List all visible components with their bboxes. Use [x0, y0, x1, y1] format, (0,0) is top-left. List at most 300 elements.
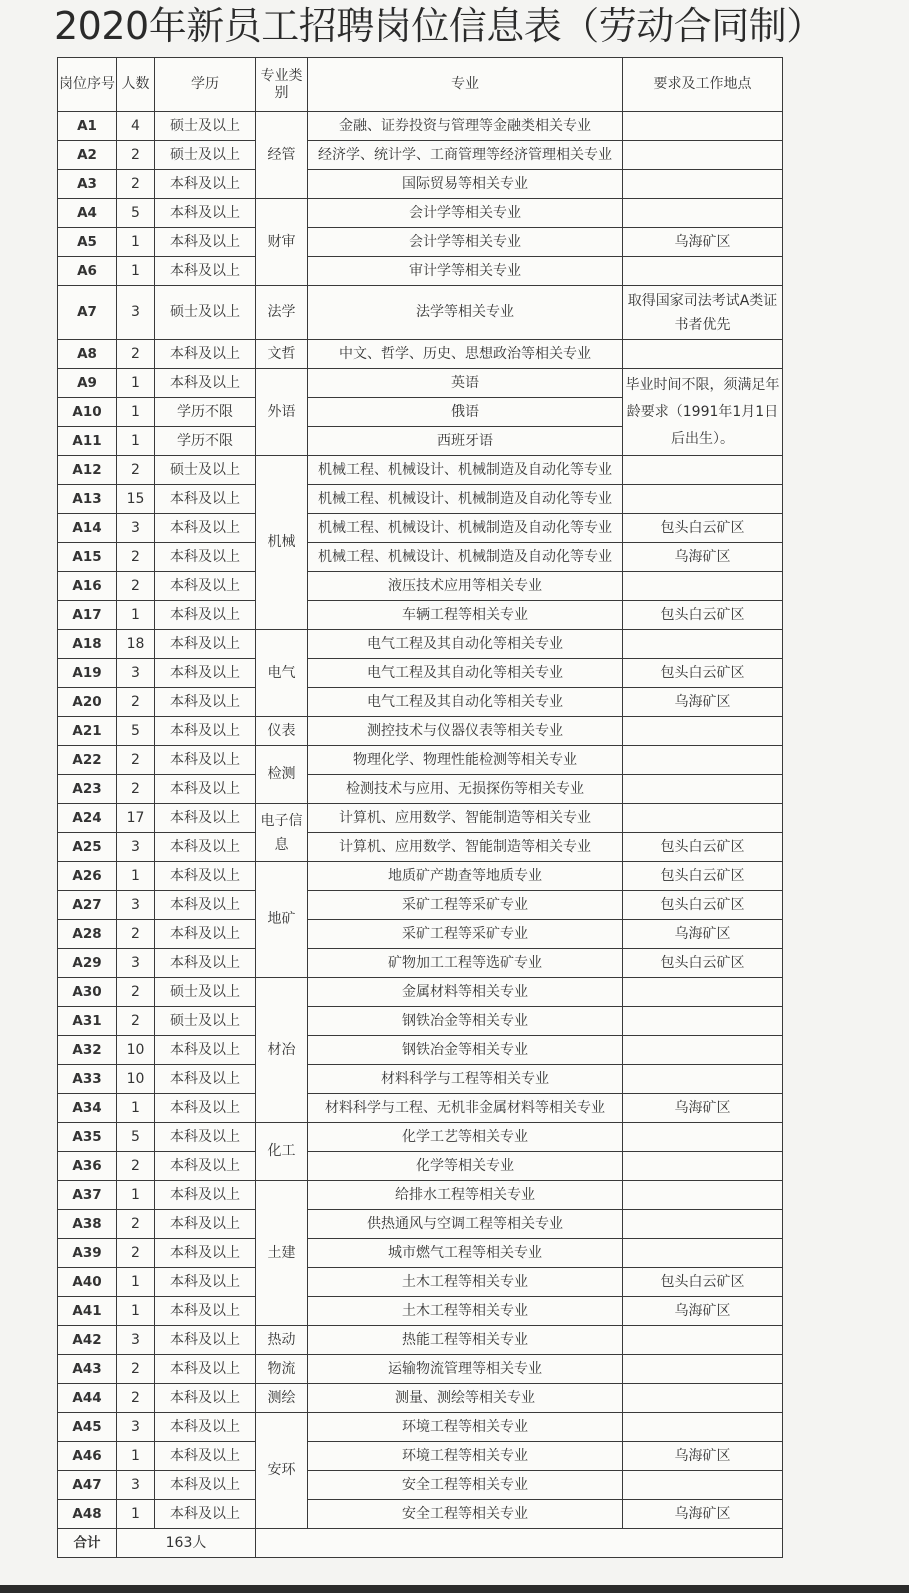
total-value: 163人 — [117, 1529, 256, 1558]
table-row — [58, 485, 783, 514]
post-id-cell: A16 — [58, 572, 117, 601]
table-row — [58, 862, 783, 891]
count-cell: 10 — [117, 1065, 155, 1094]
table-row — [58, 1384, 783, 1413]
education-cell: 本科及以上 — [155, 485, 256, 514]
count-cell: 1 — [117, 398, 155, 427]
table-row — [58, 833, 783, 862]
education-cell: 本科及以上 — [155, 1384, 256, 1413]
table-row — [58, 1355, 783, 1384]
major-cell: 机械工程、机械设计、机械制造及自动化等专业 — [308, 485, 623, 514]
count-cell: 2 — [117, 572, 155, 601]
requirement-cell — [623, 630, 783, 659]
major-cell: 地质矿产勘查等地质专业 — [308, 862, 623, 891]
table-row — [58, 1094, 783, 1123]
major-cell: 金属材料等相关专业 — [308, 978, 623, 1007]
post-id-cell: A23 — [58, 775, 117, 804]
post-id-cell: A6 — [58, 257, 117, 286]
recruitment-table — [57, 57, 783, 1558]
education-cell: 本科及以上 — [155, 1326, 256, 1355]
education-cell: 本科及以上 — [155, 1210, 256, 1239]
education-cell: 本科及以上 — [155, 717, 256, 746]
count-cell: 2 — [117, 1210, 155, 1239]
table-row — [58, 228, 783, 257]
category-cell: 测绘 — [256, 1384, 308, 1413]
major-cell: 测量、测绘等相关专业 — [308, 1384, 623, 1413]
count-cell: 2 — [117, 688, 155, 717]
major-cell: 化学工艺等相关专业 — [308, 1123, 623, 1152]
major-cell: 法学等相关专业 — [308, 286, 623, 340]
education-cell: 硕士及以上 — [155, 978, 256, 1007]
education-cell: 硕士及以上 — [155, 141, 256, 170]
post-id-cell: A45 — [58, 1413, 117, 1442]
table-row — [58, 601, 783, 630]
header-count: 人数 — [117, 58, 155, 112]
requirement-cell: 乌海矿区 — [623, 1297, 783, 1326]
major-cell: 英语 — [308, 369, 623, 398]
requirement-cell — [623, 1355, 783, 1384]
table-row — [58, 1065, 783, 1094]
education-cell: 硕士及以上 — [155, 1007, 256, 1036]
major-cell: 经济学、统计学、工商管理等经济管理相关专业 — [308, 141, 623, 170]
count-cell: 5 — [117, 717, 155, 746]
requirement-cell — [623, 141, 783, 170]
education-cell: 本科及以上 — [155, 688, 256, 717]
table-row — [58, 1036, 783, 1065]
count-cell: 17 — [117, 804, 155, 833]
post-id-cell: A11 — [58, 427, 117, 456]
table-row — [58, 1326, 783, 1355]
education-cell: 硕士及以上 — [155, 112, 256, 141]
count-cell: 1 — [117, 862, 155, 891]
post-id-cell: A22 — [58, 746, 117, 775]
post-id-cell: A39 — [58, 1239, 117, 1268]
post-id-cell: A17 — [58, 601, 117, 630]
education-cell: 本科及以上 — [155, 891, 256, 920]
count-cell: 1 — [117, 427, 155, 456]
education-cell: 本科及以上 — [155, 804, 256, 833]
post-id-cell: A5 — [58, 228, 117, 257]
post-id-cell: A4 — [58, 199, 117, 228]
major-cell: 材料科学与工程、无机非金属材料等相关专业 — [308, 1094, 623, 1123]
category-cell: 地矿 — [256, 862, 308, 978]
table-row — [58, 920, 783, 949]
table-row — [58, 659, 783, 688]
requirement-cell — [623, 1471, 783, 1500]
education-cell: 硕士及以上 — [155, 456, 256, 485]
post-id-cell: A38 — [58, 1210, 117, 1239]
count-cell: 3 — [117, 1471, 155, 1500]
post-id-cell: A2 — [58, 141, 117, 170]
requirement-cell: 包头白云矿区 — [623, 514, 783, 543]
requirement-cell — [623, 1181, 783, 1210]
category-cell: 检测 — [256, 746, 308, 804]
requirement-cell — [623, 1007, 783, 1036]
post-id-cell: A46 — [58, 1442, 117, 1471]
requirement-cell — [623, 340, 783, 369]
major-cell: 采矿工程等采矿专业 — [308, 920, 623, 949]
major-cell: 机械工程、机械设计、机械制造及自动化等专业 — [308, 543, 623, 572]
education-cell: 本科及以上 — [155, 257, 256, 286]
count-cell: 3 — [117, 286, 155, 340]
count-cell: 15 — [117, 485, 155, 514]
requirement-cell — [623, 1239, 783, 1268]
count-cell: 1 — [117, 228, 155, 257]
education-cell: 本科及以上 — [155, 1500, 256, 1529]
post-id-cell: A33 — [58, 1065, 117, 1094]
post-id-cell: A43 — [58, 1355, 117, 1384]
count-cell: 3 — [117, 891, 155, 920]
requirement-cell — [623, 485, 783, 514]
table-row — [58, 949, 783, 978]
table-header-row — [58, 58, 783, 112]
count-cell: 2 — [117, 1384, 155, 1413]
education-cell: 本科及以上 — [155, 833, 256, 862]
post-id-cell: A42 — [58, 1326, 117, 1355]
post-id-cell: A26 — [58, 862, 117, 891]
table-row — [58, 1123, 783, 1152]
requirement-cell — [623, 1152, 783, 1181]
table-row — [58, 1210, 783, 1239]
education-cell: 本科及以上 — [155, 1413, 256, 1442]
category-cell: 材冶 — [256, 978, 308, 1123]
count-cell: 2 — [117, 141, 155, 170]
requirement-cell: 乌海矿区 — [623, 688, 783, 717]
table-row — [58, 978, 783, 1007]
post-id-cell: A7 — [58, 286, 117, 340]
post-id-cell: A9 — [58, 369, 117, 398]
requirement-cell — [623, 746, 783, 775]
count-cell: 1 — [117, 1181, 155, 1210]
post-id-cell: A20 — [58, 688, 117, 717]
total-row — [58, 1529, 783, 1558]
requirement-cell — [623, 804, 783, 833]
post-id-cell: A25 — [58, 833, 117, 862]
count-cell: 3 — [117, 833, 155, 862]
count-cell: 2 — [117, 1355, 155, 1384]
post-id-cell: A28 — [58, 920, 117, 949]
requirement-cell — [623, 1413, 783, 1442]
requirement-cell — [623, 170, 783, 199]
page-title: 2020年新员工招聘岗位信息表（劳动合同制） — [54, 4, 824, 48]
post-id-cell: A1 — [58, 112, 117, 141]
count-cell: 3 — [117, 1326, 155, 1355]
requirement-cell — [623, 717, 783, 746]
requirement-cell — [623, 456, 783, 485]
education-cell: 本科及以上 — [155, 630, 256, 659]
count-cell: 5 — [117, 199, 155, 228]
post-id-cell: A31 — [58, 1007, 117, 1036]
education-cell: 学历不限 — [155, 427, 256, 456]
requirement-cell — [623, 978, 783, 1007]
count-cell: 2 — [117, 170, 155, 199]
post-id-cell: A21 — [58, 717, 117, 746]
category-cell: 热动 — [256, 1326, 308, 1355]
bottom-edge — [0, 1585, 909, 1593]
education-cell: 本科及以上 — [155, 199, 256, 228]
category-cell: 安环 — [256, 1413, 308, 1529]
major-cell: 金融、证券投资与管理等金融类相关专业 — [308, 112, 623, 141]
requirement-cell: 乌海矿区 — [623, 1500, 783, 1529]
category-cell: 化工 — [256, 1123, 308, 1181]
education-cell: 本科及以上 — [155, 1268, 256, 1297]
major-cell: 环境工程等相关专业 — [308, 1413, 623, 1442]
major-cell: 车辆工程等相关专业 — [308, 601, 623, 630]
table-row — [58, 456, 783, 485]
count-cell: 18 — [117, 630, 155, 659]
count-cell: 1 — [117, 601, 155, 630]
table-row — [58, 257, 783, 286]
major-cell: 材料科学与工程等相关专业 — [308, 1065, 623, 1094]
table-row — [58, 1413, 783, 1442]
education-cell: 本科及以上 — [155, 369, 256, 398]
post-id-cell: A3 — [58, 170, 117, 199]
education-cell: 本科及以上 — [155, 1123, 256, 1152]
major-cell: 钢铁冶金等相关专业 — [308, 1007, 623, 1036]
count-cell: 3 — [117, 514, 155, 543]
post-id-cell: A13 — [58, 485, 117, 514]
post-id-cell: A8 — [58, 340, 117, 369]
requirement-cell — [623, 1065, 783, 1094]
post-id-cell: A30 — [58, 978, 117, 1007]
major-cell: 给排水工程等相关专业 — [308, 1181, 623, 1210]
requirement-cell: 取得国家司法考试A类证书者优先 — [623, 286, 783, 340]
table-row — [58, 746, 783, 775]
major-cell: 计算机、应用数学、智能制造等相关专业 — [308, 833, 623, 862]
count-cell: 2 — [117, 340, 155, 369]
education-cell: 本科及以上 — [155, 920, 256, 949]
post-id-cell: A19 — [58, 659, 117, 688]
post-id-cell: A40 — [58, 1268, 117, 1297]
education-cell: 硕士及以上 — [155, 286, 256, 340]
education-cell: 本科及以上 — [155, 1181, 256, 1210]
table-row — [58, 199, 783, 228]
table-row — [58, 804, 783, 833]
major-cell: 土木工程等相关专业 — [308, 1268, 623, 1297]
requirement-cell — [623, 1384, 783, 1413]
requirement-cell — [623, 1123, 783, 1152]
post-id-cell: A24 — [58, 804, 117, 833]
requirement-cell — [623, 572, 783, 601]
major-cell: 物理化学、物理性能检测等相关专业 — [308, 746, 623, 775]
category-cell: 机械 — [256, 456, 308, 630]
count-cell: 2 — [117, 775, 155, 804]
education-cell: 本科及以上 — [155, 746, 256, 775]
header-major: 专业 — [308, 58, 623, 112]
requirement-cell — [623, 1326, 783, 1355]
post-id-cell: A32 — [58, 1036, 117, 1065]
requirement-cell: 乌海矿区 — [623, 543, 783, 572]
category-cell: 土建 — [256, 1181, 308, 1326]
requirement-cell: 乌海矿区 — [623, 1442, 783, 1471]
table-row — [58, 1181, 783, 1210]
count-cell: 2 — [117, 746, 155, 775]
major-cell: 会计学等相关专业 — [308, 199, 623, 228]
major-cell: 化学等相关专业 — [308, 1152, 623, 1181]
post-id-cell: A10 — [58, 398, 117, 427]
table-row — [58, 717, 783, 746]
education-cell: 本科及以上 — [155, 775, 256, 804]
count-cell: 2 — [117, 1239, 155, 1268]
major-cell: 机械工程、机械设计、机械制造及自动化等专业 — [308, 456, 623, 485]
count-cell: 1 — [117, 369, 155, 398]
table-row — [58, 1297, 783, 1326]
major-cell: 采矿工程等采矿专业 — [308, 891, 623, 920]
major-cell: 测控技术与仪器仪表等相关专业 — [308, 717, 623, 746]
major-cell: 国际贸易等相关专业 — [308, 170, 623, 199]
count-cell: 4 — [117, 112, 155, 141]
post-id-cell: A14 — [58, 514, 117, 543]
major-cell: 液压技术应用等相关专业 — [308, 572, 623, 601]
count-cell: 2 — [117, 978, 155, 1007]
requirement-cell: 乌海矿区 — [623, 228, 783, 257]
education-cell: 本科及以上 — [155, 601, 256, 630]
education-cell: 本科及以上 — [155, 659, 256, 688]
table-row — [58, 514, 783, 543]
post-id-cell: A18 — [58, 630, 117, 659]
count-cell: 1 — [117, 1500, 155, 1529]
education-cell: 本科及以上 — [155, 170, 256, 199]
requirement-cell — [623, 1210, 783, 1239]
table-row — [58, 340, 783, 369]
count-cell: 1 — [117, 1268, 155, 1297]
major-cell: 西班牙语 — [308, 427, 623, 456]
total-empty — [256, 1529, 783, 1558]
major-cell: 会计学等相关专业 — [308, 228, 623, 257]
major-cell: 环境工程等相关专业 — [308, 1442, 623, 1471]
category-cell: 法学 — [256, 286, 308, 340]
requirement-cell: 包头白云矿区 — [623, 601, 783, 630]
requirement-cell: 包头白云矿区 — [623, 891, 783, 920]
count-cell: 2 — [117, 543, 155, 572]
table-row — [58, 112, 783, 141]
category-cell: 文哲 — [256, 340, 308, 369]
major-cell: 供热通风与空调工程等相关专业 — [308, 1210, 623, 1239]
table-row — [58, 369, 783, 398]
post-id-cell: A15 — [58, 543, 117, 572]
education-cell: 本科及以上 — [155, 228, 256, 257]
count-cell: 2 — [117, 920, 155, 949]
requirement-cell: 包头白云矿区 — [623, 862, 783, 891]
total-label: 合计 — [58, 1529, 117, 1558]
major-cell: 审计学等相关专业 — [308, 257, 623, 286]
major-cell: 安全工程等相关专业 — [308, 1471, 623, 1500]
header-requirement: 要求及工作地点 — [623, 58, 783, 112]
post-id-cell: A41 — [58, 1297, 117, 1326]
count-cell: 3 — [117, 949, 155, 978]
education-cell: 本科及以上 — [155, 1239, 256, 1268]
requirement-cell — [623, 775, 783, 804]
post-id-cell: A47 — [58, 1471, 117, 1500]
education-cell: 本科及以上 — [155, 1355, 256, 1384]
education-cell: 本科及以上 — [155, 514, 256, 543]
count-cell: 1 — [117, 257, 155, 286]
major-cell: 计算机、应用数学、智能制造等相关专业 — [308, 804, 623, 833]
post-id-cell: A48 — [58, 1500, 117, 1529]
education-cell: 本科及以上 — [155, 949, 256, 978]
table-row — [58, 1471, 783, 1500]
requirement-cell — [623, 199, 783, 228]
post-id-cell: A27 — [58, 891, 117, 920]
requirement-cell: 乌海矿区 — [623, 920, 783, 949]
post-id-cell: A34 — [58, 1094, 117, 1123]
category-cell: 物流 — [256, 1355, 308, 1384]
major-cell: 运输物流管理等相关专业 — [308, 1355, 623, 1384]
count-cell: 1 — [117, 1094, 155, 1123]
table-row — [58, 543, 783, 572]
header-education: 学历 — [155, 58, 256, 112]
count-cell: 1 — [117, 1297, 155, 1326]
table-row — [58, 572, 783, 601]
major-cell: 电气工程及其自动化等相关专业 — [308, 630, 623, 659]
major-cell: 中文、哲学、历史、思想政治等相关专业 — [308, 340, 623, 369]
count-cell: 10 — [117, 1036, 155, 1065]
requirement-cell — [623, 112, 783, 141]
count-cell: 3 — [117, 659, 155, 688]
table-row — [58, 1442, 783, 1471]
education-cell: 本科及以上 — [155, 1094, 256, 1123]
category-cell: 财审 — [256, 199, 308, 286]
table-row — [58, 141, 783, 170]
count-cell: 2 — [117, 1152, 155, 1181]
table-row — [58, 1239, 783, 1268]
requirement-cell: 包头白云矿区 — [623, 949, 783, 978]
merged-requirement-cell: 毕业时间不限，须满足年龄要求（1991年1月1日后出生）。 — [623, 369, 783, 456]
requirement-cell: 包头白云矿区 — [623, 833, 783, 862]
category-cell: 外语 — [256, 369, 308, 456]
major-cell: 电气工程及其自动化等相关专业 — [308, 659, 623, 688]
education-cell: 本科及以上 — [155, 862, 256, 891]
education-cell: 本科及以上 — [155, 1297, 256, 1326]
post-id-cell: A36 — [58, 1152, 117, 1181]
education-cell: 本科及以上 — [155, 1152, 256, 1181]
category-cell: 仪表 — [256, 717, 308, 746]
category-cell: 电子信息 — [256, 804, 308, 862]
education-cell: 学历不限 — [155, 398, 256, 427]
header-category: 专业类别 — [256, 58, 308, 112]
count-cell: 2 — [117, 1007, 155, 1036]
table-row — [58, 775, 783, 804]
table-row — [58, 170, 783, 199]
table-row — [58, 891, 783, 920]
major-cell: 俄语 — [308, 398, 623, 427]
post-id-cell: A29 — [58, 949, 117, 978]
table-row — [58, 1268, 783, 1297]
education-cell: 本科及以上 — [155, 1065, 256, 1094]
count-cell: 3 — [117, 1413, 155, 1442]
category-cell: 电气 — [256, 630, 308, 717]
table-row — [58, 1152, 783, 1181]
major-cell: 机械工程、机械设计、机械制造及自动化等专业 — [308, 514, 623, 543]
major-cell: 安全工程等相关专业 — [308, 1500, 623, 1529]
table-row — [58, 630, 783, 659]
major-cell: 矿物加工工程等选矿专业 — [308, 949, 623, 978]
post-id-cell: A12 — [58, 456, 117, 485]
table-row — [58, 286, 783, 340]
education-cell: 本科及以上 — [155, 1442, 256, 1471]
count-cell: 5 — [117, 1123, 155, 1152]
major-cell: 城市燃气工程等相关专业 — [308, 1239, 623, 1268]
requirement-cell: 包头白云矿区 — [623, 1268, 783, 1297]
requirement-cell: 乌海矿区 — [623, 1094, 783, 1123]
count-cell: 2 — [117, 456, 155, 485]
requirement-cell: 包头白云矿区 — [623, 659, 783, 688]
requirement-cell — [623, 257, 783, 286]
education-cell: 本科及以上 — [155, 1036, 256, 1065]
post-id-cell: A44 — [58, 1384, 117, 1413]
major-cell: 电气工程及其自动化等相关专业 — [308, 688, 623, 717]
count-cell: 1 — [117, 1442, 155, 1471]
